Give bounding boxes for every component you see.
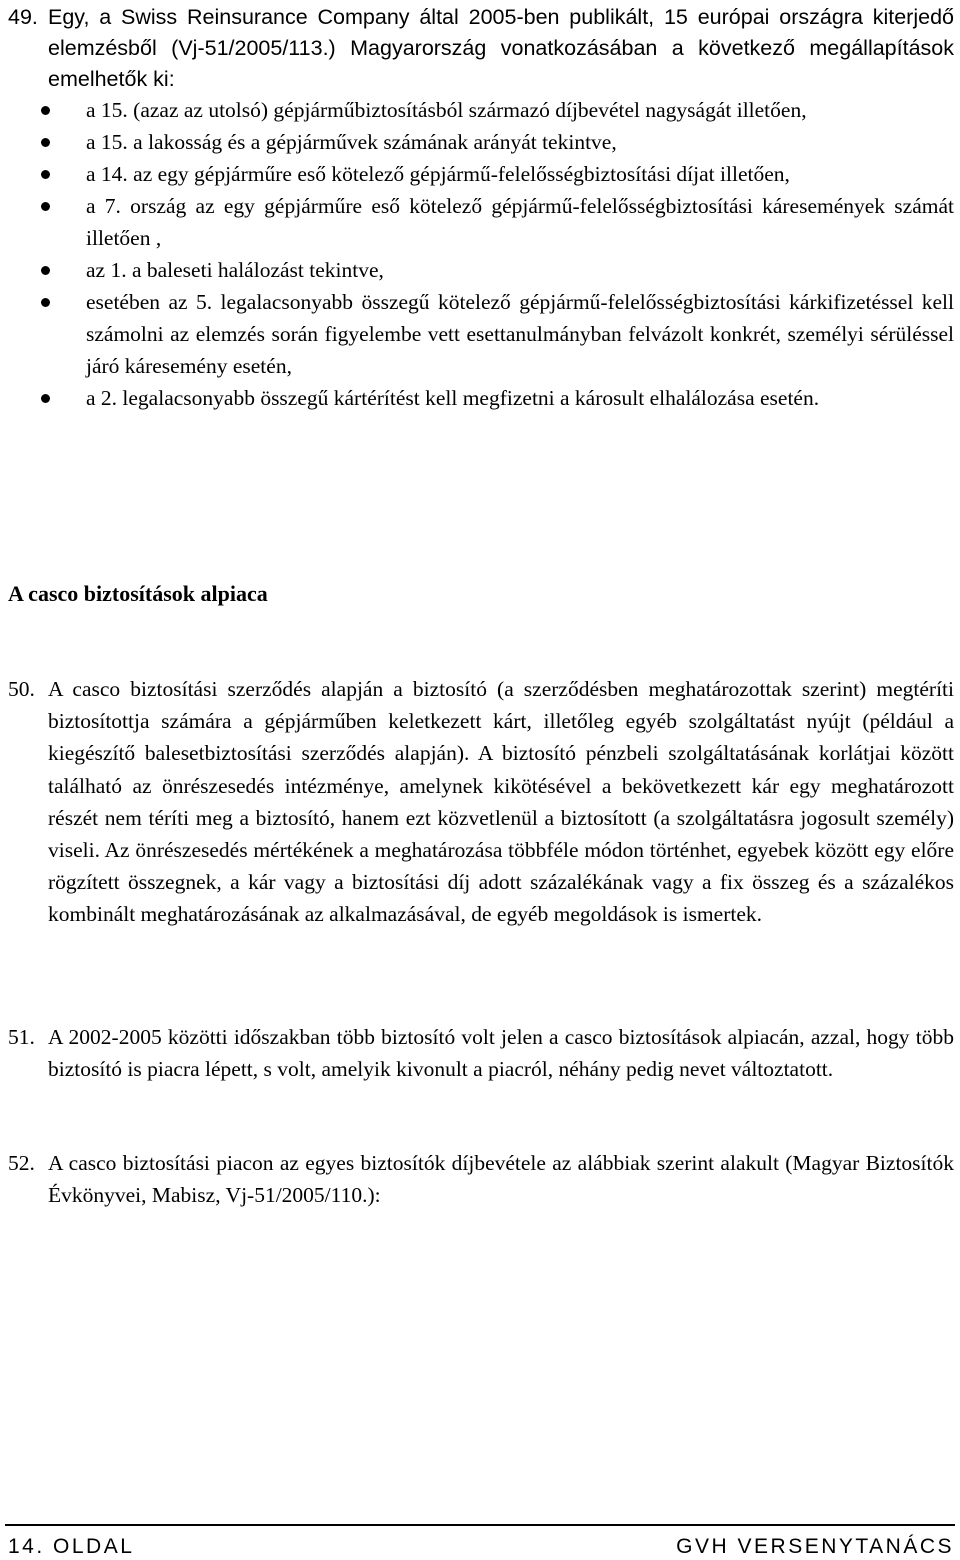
paragraph-text: A 2002-2005 közötti időszakban több biztosító volt jelen a casco biztosítások alpiacán, azzal, hogy több biztosító is piacra lépett, s volt, amelyik kivonult a piacról, néhány pedig nevet változtatott. <box>48 1025 954 1082</box>
paragraph-number: 52. <box>8 1151 35 1175</box>
paragraph-number: 50. <box>8 677 35 701</box>
paragraph-49 <box>8 2 954 95</box>
bullet-icon <box>41 170 50 179</box>
findings-list <box>0 94 954 414</box>
bullet-icon <box>41 266 50 275</box>
list-item-text: a 7. ország az egy gépjárműre eső kötelező gépjármű-felelősségbiztosítási káresemények számát illetően , <box>86 194 954 250</box>
section-heading: A casco biztosítások alpiaca <box>8 581 268 606</box>
list-item-text: a 2. legalacsonyabb összegű kártérítést kell megfizetni a károsult elhalálozása esetén. <box>86 386 820 410</box>
list-item <box>0 94 954 126</box>
list-item-text: a 15. (azaz az utolsó) gépjárműbiztosításból származó díjbevétel nagyságát illetően, <box>86 98 807 122</box>
bullet-icon <box>41 394 50 403</box>
list-item-text: az 1. a baleseti halálozást tekintve, <box>86 258 384 282</box>
paragraph-text: A casco biztosítási piacon az egyes biztosítók díjbevétele az alábbiak szerint alakult (Magyar Biztosítók Évkönyvei, Mabisz, Vj-51/2005/110.): <box>48 1151 954 1208</box>
list-item <box>0 382 954 414</box>
paragraph-text: Egy, a Swiss Reinsurance Company által 2005-ben publikált, 15 európai országra kiterjedő elemzésből (Vj-51/2005/113.) Magyarország vonatkozásában a következő megállapítások emelhetők ki: <box>48 5 954 91</box>
list-item-text: a 15. a lakosság és a gépjárművek számának arányát tekintve, <box>86 130 617 154</box>
bullet-icon <box>41 298 50 307</box>
list-item <box>0 126 954 158</box>
list-item <box>0 190 954 254</box>
paragraph-text: A casco biztosítási szerződés alapján a biztosító (a szerződésben meghatározottak szerint) megtéríti biztosítottja számára a gépjárműben keletkezett kárt, illetőleg egyéb szolgáltatást nyújt (például a kiegészítő balesetbiztosítási szerződés alapján). A biztosító pénzbeli szolgáltatásának korlátjai között található az önrészesedés intézménye, amelynek kikötésével a bekövetkezett kár egy meghatározott részét nem téríti meg a biztosító, hanem ezt közvetlenül a biztosított (a szolgáltatásra jogosult személy) viseli. Az önrészesedés mértékének a meghatározása többféle módon történhet, egyebek között egy előre rögzített összegnek, a kár vagy a biztosítási díj adott százalékának vagy a fix összeg és a százalékos kombinált meghatározásának az alkalmazásával, de egyéb megoldások is ismertek. <box>48 677 954 927</box>
list-item <box>0 158 954 190</box>
list-item-text: a 14. az egy gépjárműre eső kötelező gépjármű-felelősségbiztosítási díjat illetően, <box>86 162 790 186</box>
list-item <box>0 286 954 382</box>
paragraph-number: 49. <box>8 5 38 29</box>
bullet-icon <box>41 106 50 115</box>
paragraph-51 <box>8 1021 954 1085</box>
bullet-icon <box>41 202 50 211</box>
list-item-text: esetében az 5. legalacsonyabb összegű kötelező gépjármű-felelősségbiztosítási kárkifizetéssel kell számolni az elemzés során figyelembe vett esettanulmányban felvázolt konkrét, személyi sérüléssel járó káresemény esetén, <box>86 290 954 378</box>
paragraph-50 <box>8 673 954 931</box>
paragraph-52 <box>8 1147 954 1211</box>
bullet-icon <box>41 138 50 147</box>
footer-divider <box>5 1524 955 1526</box>
list-item <box>0 254 954 286</box>
footer-page-number: 14. OLDAL <box>8 1535 135 1558</box>
footer-organization: GVH VERSENYTANÁCS <box>676 1535 954 1558</box>
paragraph-number: 51. <box>8 1025 35 1049</box>
